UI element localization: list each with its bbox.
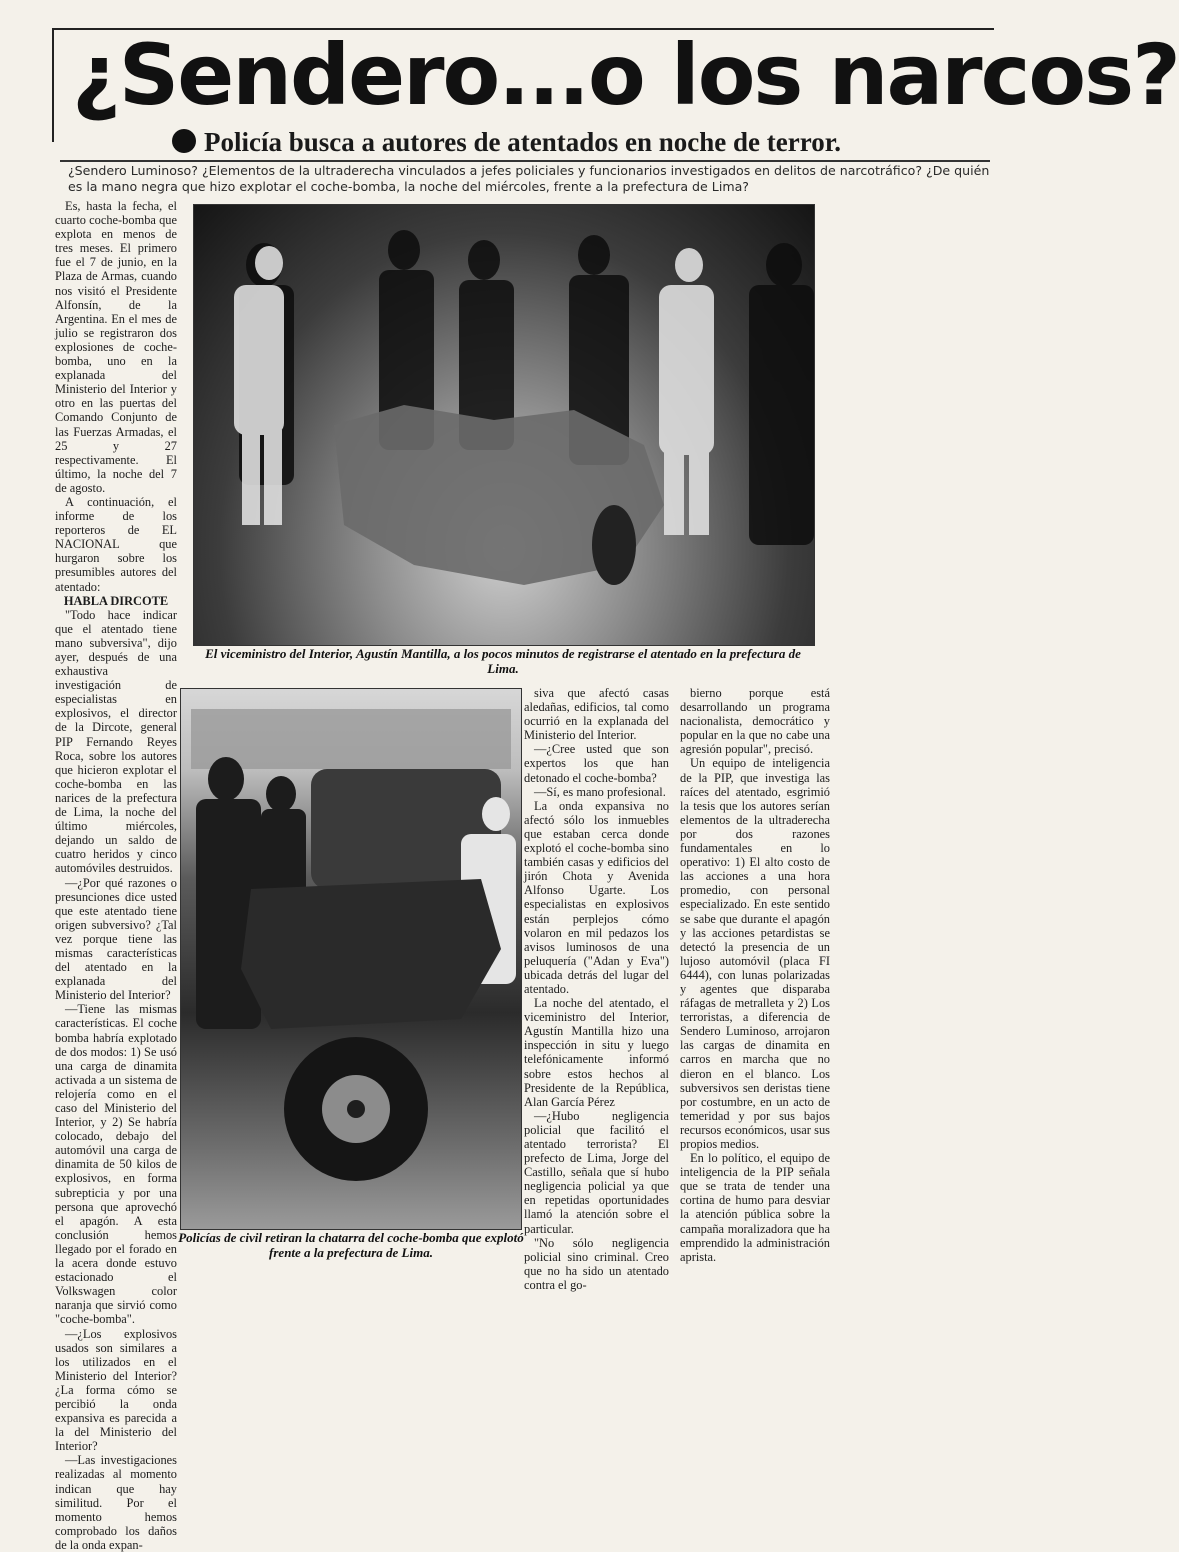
- paragraph: —¿Los explosivos usados son similares a los utilizados en el Ministerio del Interior? ¿La forma cómo se percibió la onda expansiva es parecida a la del Ministerio del Interior?: [55, 1326, 177, 1454]
- paragraph: "Todo hace indicar que el atentado tiene mano subversiva", dijo ayer, después de una exhaustiva investigación de especialistas en explosivos, el director de la Dircote, general PIP Fernando Reyes Roca, sobre los autores que hicieron explotar el coche-bomba en las narices de la prefectura de Lima, la noche del último miércoles, dejando un saldo de cuatro heridos y cinco automóviles destruidos.: [55, 607, 177, 876]
- paragraph: —¿Cree usted que son expertos los que han detonado el coche-bomba?: [524, 742, 669, 785]
- paragraph: —¿Hubo negligencia policial que facilitó el atentado terrorista? El prefecto de Lima, Jorge del Castillo, señala que sí hubo negligencia policial ya que en repetidas oportunidades llamó la atención sobre el particular.: [524, 1108, 669, 1236]
- paragraph: "No sólo negligencia policial sino criminal. Creo que no ha sido un atentado contra el go-: [524, 1235, 669, 1292]
- article-column-3: [680, 686, 830, 1269]
- paragraph: La onda expansiva no afectó sólo los inmuebles que estaban cerca donde explotó el coche-bomba sino también casas y edificios del jirón Chota y Avenida Alfonso Ugarte. Los especialistas en explosivos están perplejos cómo volaron en mil pedazos los avisos luminosos de una peluquería ("Adan y Eva") ubicada detrás del lugar del atentado.: [524, 798, 669, 996]
- article-column-2: [524, 686, 669, 1292]
- photo-figures: [194, 205, 814, 645]
- photo-wrecked-car: [180, 688, 522, 1230]
- paragraph: bierno porque está desarrollando un programa nacionalista, democrático y popular en la que no cabe una agresión popular", precisó.: [680, 686, 830, 757]
- paragraph: —¿Por qué razones o presunciones dice usted que este atentado tiene origen subversivo? ¿Tal vez porque tiene las mismas características del atentado en la explanada del Ministerio del Interior?: [55, 875, 177, 1003]
- paragraph: En lo político, el equipo de inteligencia de la PIP señala que se trata de tender una cortina de humo para desviar la atención pública sobre la campaña moralizadora que ha emprendido la administración aprista.: [680, 1151, 830, 1264]
- paragraph: —Las investigaciones realizadas al momento indican que hay similitud. Por el momento hemos comprobado los daños de la onda expan-: [55, 1453, 177, 1552]
- paragraph: Es, hasta la fecha, el cuarto coche-bomba que explota en menos de tres meses. El primero fue el 7 de junio, en la Plaza de Armas, cuando nos visitó el Presidente Alfonsín, de la Argentina. En el mes de julio se registraron dos explosiones de coche-bomba, uno en la explanada del Ministerio del Interior y otro en las puertas del Comando Conjunto de las Fuerzas Armadas, el 25 y 27 respectivamente. El último, la noche del 7 de agosto.: [55, 199, 177, 495]
- headline: ¿Sendero...o los narcos?: [72, 26, 1179, 124]
- lede-paragraph: ¿Sendero Luminoso? ¿Elementos de la ultraderecha vinculados a jefes policiales y funcionarios investigados en delitos de narcotráfico? ¿De quién es la mano negra que hizo explotar el coche-bomba, la noche del miércoles, frente a la prefectura de Lima?: [68, 163, 990, 194]
- article-column-1: [55, 199, 177, 1552]
- paragraph: A continuación, el informe de los reporteros de EL NACIONAL que hurgaron sobre los presumibles autores del atentado:: [55, 494, 177, 594]
- photo-figures: [181, 689, 521, 1229]
- section-heading: HABLA DIRCOTE: [63, 593, 169, 608]
- paragraph: siva que afectó casas aledañas, edificios, tal como ocurrió en la explanada del Ministerio del Interior.: [524, 686, 669, 743]
- photo-crime-scene-night: [193, 204, 815, 646]
- paragraph: —Tiene las mismas características. El coche bomba habría explotado de dos modos: 1) Se usó una carga de dinamita activada a un sistema de relojería como en el caso del Ministerio del Interior, y 2) Se habría colocado, debajo del automóvil una carga de dinamita de 50 kilos de explosivos, en forma subrepticia y por una persona que aprovechó el apagón. A esta conclusión hemos llegado por el forado en la acera donde estuvo estacionado el Volkswagen color naranja que sirvió como "coche-bomba".: [55, 1002, 177, 1327]
- paragraph: —Sí, es mano profesional.: [534, 784, 666, 799]
- divider: [60, 160, 990, 162]
- subheadline: [172, 125, 1004, 159]
- paragraph: La noche del atentado, el viceministro del Interior, Agustín Mantilla hizo una inspección in situ y luego telefónicamente informó sobre estos hechos al Presidente de la República, Alan García Pérez: [524, 996, 669, 1109]
- subheadline-text: Policía busca a autores de atentados en noche de terror.: [204, 127, 841, 157]
- photo-caption-top: El viceministro del Interior, Agustín Mantilla, a los pocos minutos de registrarse el atentado en la prefectura de Lima.: [205, 646, 801, 676]
- photo-caption-bottom: Policías de civil retiran la chatarra del coche-bomba que explotó frente a la prefectura de Lima.: [178, 1230, 524, 1260]
- paragraph: Un equipo de inteligencia de la PIP, que investiga las raíces del atentado, esgrimió la tesis que los autores serían elementos de la ultraderecha por dos razones fundamentales en lo operativo: 1) El alto costo de las acciones a una hora promedio, con personal especializado. En este sentido se sabe que durante el apagón y las acciones petardistas se detectó la presencia de un lujoso automóvil (placa FI 6444), con lunas polarizadas y agentes que disparaba ráfagas de metralleta y 2) Los terroristas, a diferencia de Sendero Luminoso, arrojaron las cargas de dinamita en carros en marcha que no dieron en el blanco. Los subversivos sen deristas tiene por costumbre, en un acto de temeridad y por sus bajos recursos económicos, usar sus propios medios.: [680, 756, 830, 1151]
